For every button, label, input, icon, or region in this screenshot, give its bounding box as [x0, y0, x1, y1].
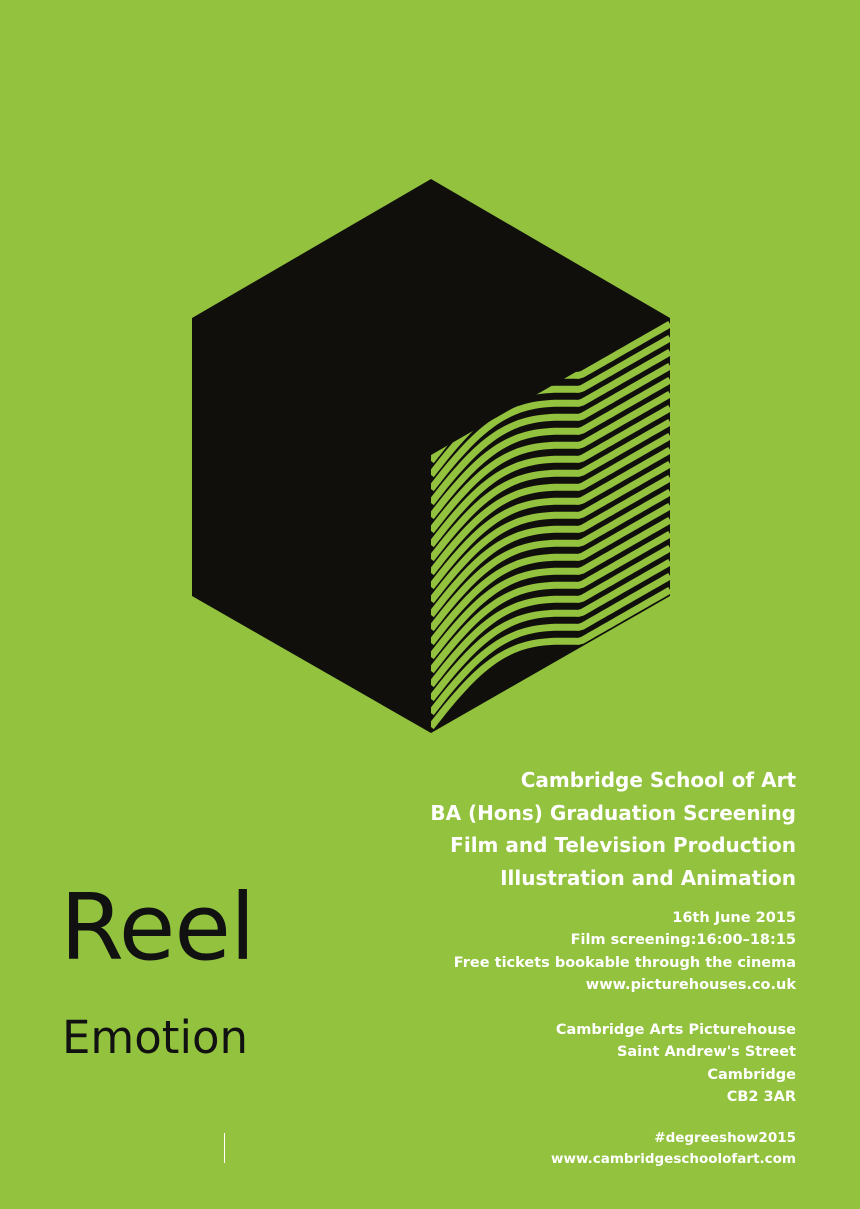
event-details	[454, 907, 796, 996]
cinema-website-link[interactable]: www.picturehouses.co.uk	[585, 976, 796, 993]
ticket-info: Free tickets bookable through the cinema	[453, 954, 796, 971]
screening-time: Film screening:16:00–18:15	[570, 932, 796, 949]
course-film: Film and Television Production	[450, 833, 796, 857]
venue-postcode: CB2 3AR	[726, 1088, 796, 1105]
venue-city: Cambridge	[707, 1066, 796, 1083]
title-emotion: Emotion	[62, 1011, 248, 1064]
venue-street: Saint Andrew's Street	[616, 1044, 796, 1061]
course-illustration: Illustration and Animation	[500, 865, 796, 890]
venue-address	[556, 1019, 796, 1108]
school-website-link[interactable]: www.cambridgeschoolofart.com	[551, 1151, 796, 1167]
event-heading	[430, 764, 796, 894]
footer	[551, 1128, 796, 1170]
hashtag: #degreeshow2015	[654, 1130, 796, 1146]
title-block	[60, 874, 255, 1064]
venue-name: Cambridge Arts Picturehouse	[555, 1022, 796, 1038]
title-reel: Reel	[60, 874, 255, 981]
event-date: 16th June 2015	[672, 910, 796, 926]
event-name: BA (Hons) Graduation Screening	[430, 800, 796, 825]
divider-line	[224, 1133, 225, 1163]
school-name: Cambridge School of Art	[520, 768, 796, 792]
